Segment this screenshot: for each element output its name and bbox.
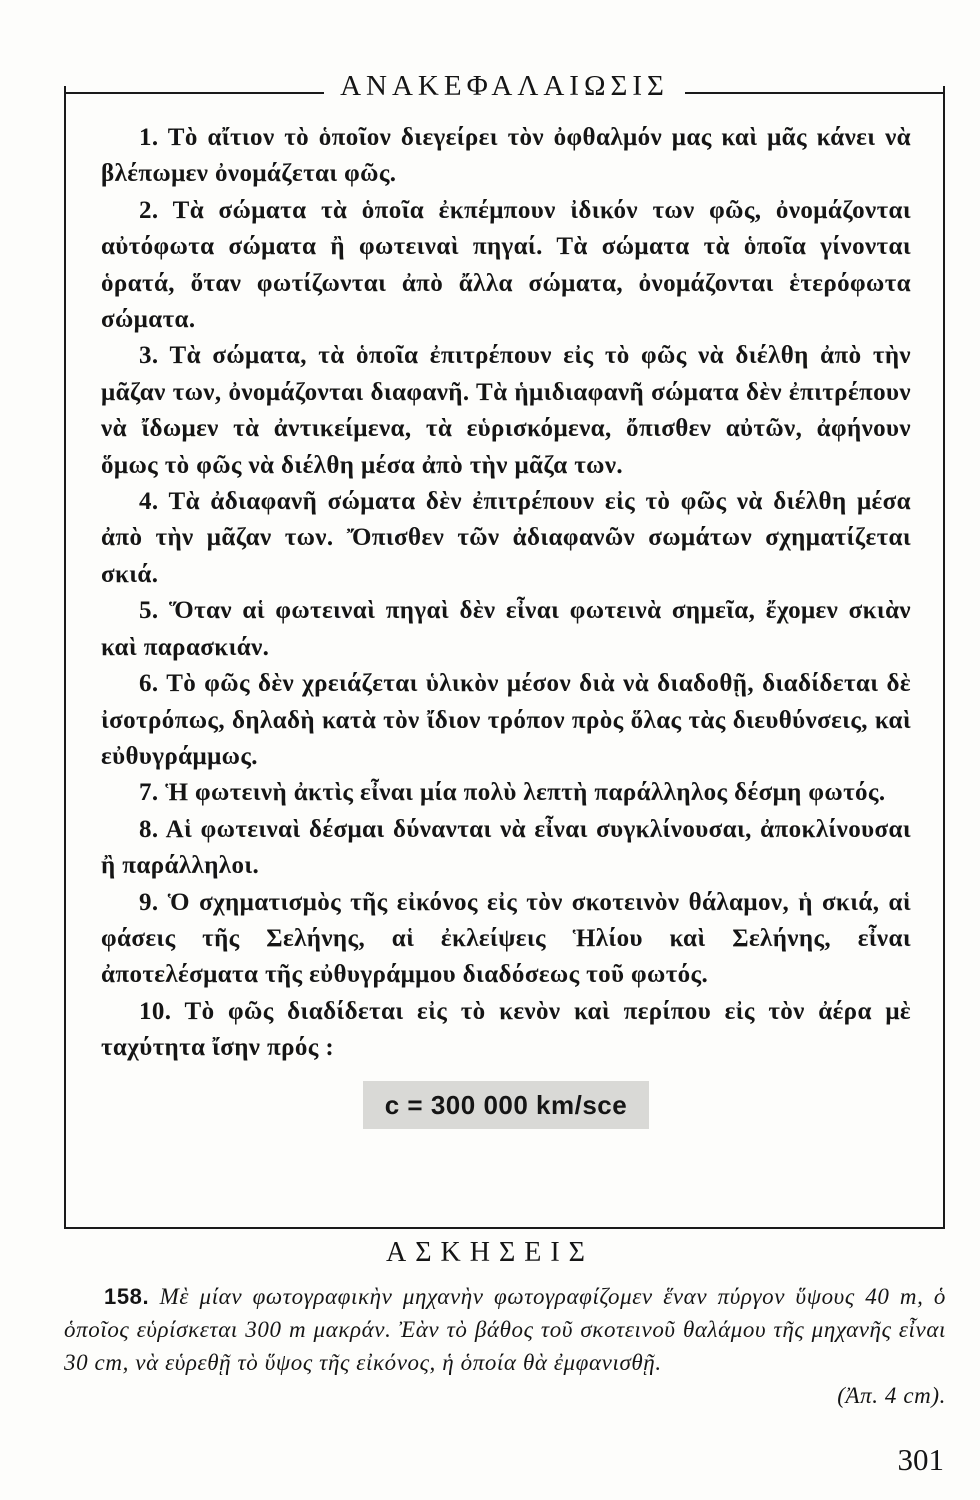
exercise-answer: (Ἀπ. 4 cm). (837, 1383, 946, 1408)
exercises-title: ΑΣΚΗΣΕΙΣ (386, 1237, 594, 1268)
summary-item-5: 5. Ὅταν αἱ φωτειναὶ πηγαὶ δὲν εἶναι φωτεινὰ σημεῖα, ἔχομεν σκιὰν καὶ παρασκιάν. (101, 597, 911, 661)
title-rule-right (685, 92, 945, 94)
summary-item-4: 4. Τὰ ἀδιαφανῆ σώματα δὲν ἐπιτρέπουν εἰς τὸ φῶς νὰ διέλθη μέσα ἀπὸ τὴν μᾶζαν των. Ὄπισθεν τῶν ἀδιαφανῶν σωμάτων σχηματίζεται σκιά. (101, 488, 911, 588)
summary-item-8: 8. Αἱ φωτειναὶ δέσμαι δύνανται νὰ εἶναι συγκλίνουσαι, ἀποκλίνουσαι ἢ παράλληλοι. (101, 815, 911, 880)
page-number: 301 (897, 1442, 944, 1477)
summary-item-9: 9. Ὁ σχηματισμὸς τῆς εἰκόνος εἰς τὸν σκοτεινὸν θάλαμον, ἡ σκιά, αἱ φάσεις τῆς Σελήνης, αἱ ἐκλείψεις Ἡλίου καὶ Σελήνης, εἶναι ἀποτελέσματα τῆς εὐθυγράμμου διαδόσεως τοῦ φωτός. (101, 888, 911, 989)
speed-of-light-formula: c = 300 000 km/sce (363, 1081, 649, 1129)
summary-item-1: 1. Τὸ αἴτιον τὸ ὁποῖον διεγείρει τὸν ὀφθαλμόν μας καὶ μᾶς κάνει νὰ βλέπωμεν ὀνομάζεται φῶς. (101, 124, 911, 188)
title-rule-left (64, 92, 324, 94)
summary-item-7: 7. Ἡ φωτεινὴ ἀκτὶς εἶναι μία πολὺ λεπτὴ παράλληλος δέσμη φωτός. (139, 779, 886, 807)
exercise-158 (64, 1280, 946, 1412)
summary-header (64, 66, 945, 106)
formula-container (101, 1081, 911, 1129)
summary-title: ΑΝΑΚΕΦΑΛΑΙΩΣΙΣ (340, 69, 669, 102)
exercise-text: Μὲ μίαν φωτογραφικὴν μηχανὴν φωτογραφίζομεν ἕναν πύργον ὕψους 40 m, ὁ ὁποῖος εὑρίσκεται 300 m μακράν. Ἐὰν τὸ βάθος τοῦ σκοτεινοῦ θαλάμου τῆς μηχανῆς εἶναι 30 cm, νὰ εὑρεθῇ τὸ ὕψος τῆς εἰκόνος, ἡ ὁποία θὰ ἐμφανισθῇ. (64, 1284, 946, 1375)
summary-item-10: 10. Τὸ φῶς διαδίδεται εἰς τὸ κενὸν καὶ περίπου εἰς τὸν ἀέρα μὲ ταχύτητα ἴσην πρός : (101, 997, 911, 1062)
summary-list (101, 120, 911, 1129)
summary-item-6: 6. Τὸ φῶς δὲν χρειάζεται ὑλικὸν μέσον διὰ νὰ διαδοθῇ, διαδίδεται δὲ ἰσοτρόπως, δηλαδὴ κατὰ τὸν ἴδιον τρόπον πρὸς ὅλας τὰς διευθύνσεις, καὶ εὐθυγράμμως. (101, 670, 911, 770)
summary-item-2: 2. Τὰ σώματα τὰ ὁποῖα ἐκπέμπουν ἰδικόν των φῶς, ὀνομάζονται αὐτόφωτα σώματα ἢ φωτειναὶ πηγαί. Τὰ σώματα τὰ ὁποῖα γίνονται ὁρατά, ὅταν φωτίζωνται ἀπὸ ἄλλα σώματα, ὀνομάζονται ἑτερόφωτα σώματα. (101, 196, 911, 334)
summary-item-3: 3. Τὰ σώματα, τὰ ὁποῖα ἐπιτρέπουν εἰς τὸ φῶς νὰ διέλθη ἀπὸ τὴν μᾶζαν των, ὀνομάζονται διαφανῆ. Τὰ ἡμιδιαφανῆ σώματα δὲν ἐπιτρέπουν νὰ ἴδωμεν τὰ ἀντικείμενα, τὰ εὑρισκόμενα, ὄπισθεν αὐτῶν, ἀφήνουν ὅμως τὸ φῶς νὰ διέλθη μέσα ἀπὸ τὴν μᾶζα των. (101, 342, 911, 479)
exercise-number: 158. (104, 1284, 150, 1309)
